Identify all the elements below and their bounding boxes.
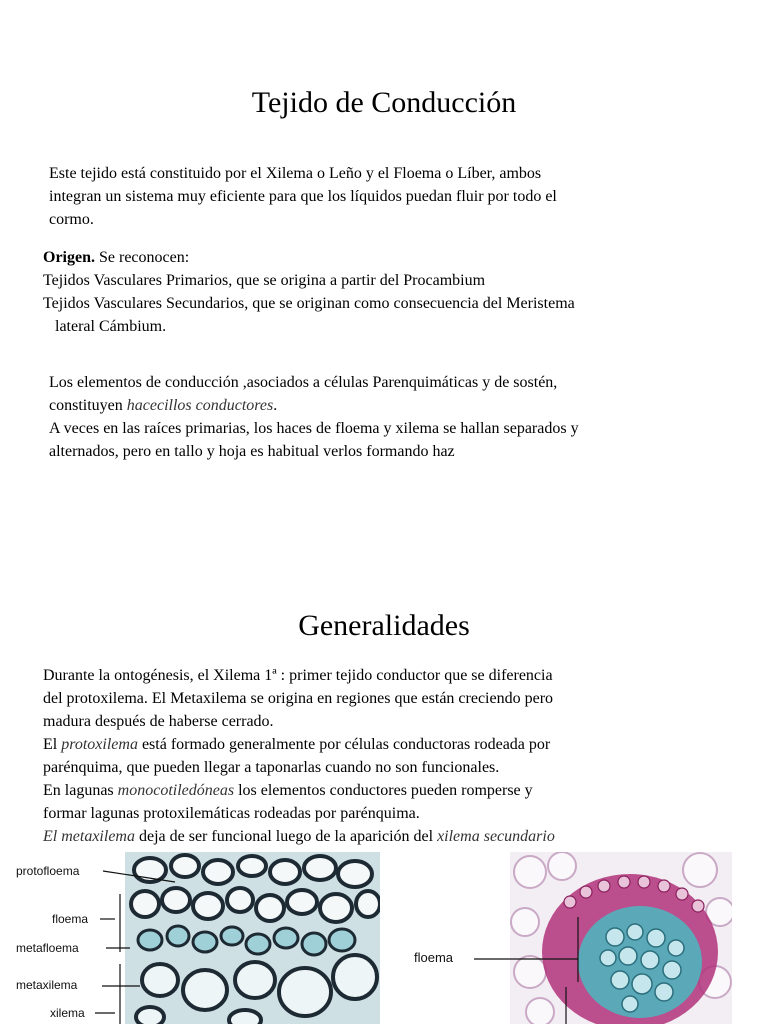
slide-title-conduccion: Tejido de Conducción — [251, 86, 517, 119]
protoxilema-term: protoxilema — [61, 736, 138, 753]
left-pointer-lines — [0, 852, 380, 1024]
gen-text: está formado generalmente por células conductoras rodeada por — [137, 736, 551, 753]
micrograph-left — [0, 852, 380, 1024]
origen-line: lateral Cámbium. — [55, 318, 167, 335]
origen-line: Tejidos Vasculares Secundarios, que se originan como consecuencia del Meristema — [43, 295, 575, 312]
label-floema-right: floema — [414, 950, 454, 965]
origen-rest: Se reconocen: — [95, 249, 190, 266]
elementos-line: Los elementos de conducción ,asociados a células Parenquimáticas y de sostén, — [49, 374, 558, 391]
gen-text: En lagunas — [43, 782, 118, 799]
elementos-line: alternados, pero en tallo y hoja es habitual verlos formando haz — [49, 443, 455, 460]
origen-label: Origen. — [43, 249, 95, 266]
origen-line: Tejidos Vasculares Primarios, que se origina a partir del Procambium — [43, 272, 486, 289]
gen-line: madura después de haberse cerrado. — [43, 713, 274, 730]
label-metafloema: metafloema — [16, 941, 79, 955]
hacecillos-term: hacecillos conductores — [126, 397, 274, 414]
vascular-bundle-image-right — [510, 852, 732, 1024]
gen-text: los elementos conductores pueden romperse y — [234, 782, 533, 799]
gen-line: parénquima, que pueden llegar a taponarlas cuando no son funcionales. — [43, 759, 500, 776]
intro-line: cormo. — [49, 211, 94, 228]
intro-paragraph — [49, 162, 557, 231]
label-floema: floema — [52, 912, 89, 926]
metaxilema-term: El metaxilema — [43, 828, 135, 845]
elementos-text: constituyen — [49, 397, 127, 414]
elementos-line: A veces en las raíces primarias, los haces de floema y xilema se hallan separados y — [49, 420, 579, 437]
gen-line: Durante la ontogénesis, el Xilema 1ª : primer tejido conductor que se diferencia — [43, 667, 553, 684]
gen-text: El — [43, 736, 62, 753]
gen-line — [43, 779, 555, 802]
intro-line: Este tejido está constituido por el Xilema o Leño y el Floema o Líber, ambos — [49, 165, 542, 182]
elementos-paragraph — [49, 371, 579, 463]
gen-line: formar lagunas protoxilemáticas rodeadas por parénquima. — [43, 805, 420, 822]
gen-line: del protoxilema. El Metaxilema se origina en regiones que están creciendo pero — [43, 690, 554, 707]
gen-line — [43, 733, 555, 756]
label-metaxilema: metaxilema — [16, 978, 78, 992]
generalidades-paragraph — [43, 664, 555, 848]
slide-title-generalidades: Generalidades — [298, 609, 470, 642]
gen-text: deja de ser funcional luego de la aparición del — [134, 828, 438, 845]
origen-line — [43, 246, 575, 269]
right-pointer-line — [470, 950, 580, 970]
label-xilema: xilema — [50, 1006, 85, 1020]
xilema-secundario-term: xilema secundario — [437, 828, 555, 845]
label-protofloema: protofloema — [16, 864, 80, 878]
origen-paragraph — [43, 246, 575, 338]
gen-line — [43, 825, 555, 848]
elementos-text: . — [273, 397, 278, 414]
elementos-line — [49, 394, 579, 417]
micrograph-right — [510, 852, 732, 1024]
monocot-term: monocotiledóneas — [117, 782, 235, 799]
intro-line: integran un sistema muy eficiente para que los líquidos puedan fluir por todo el — [49, 188, 557, 205]
